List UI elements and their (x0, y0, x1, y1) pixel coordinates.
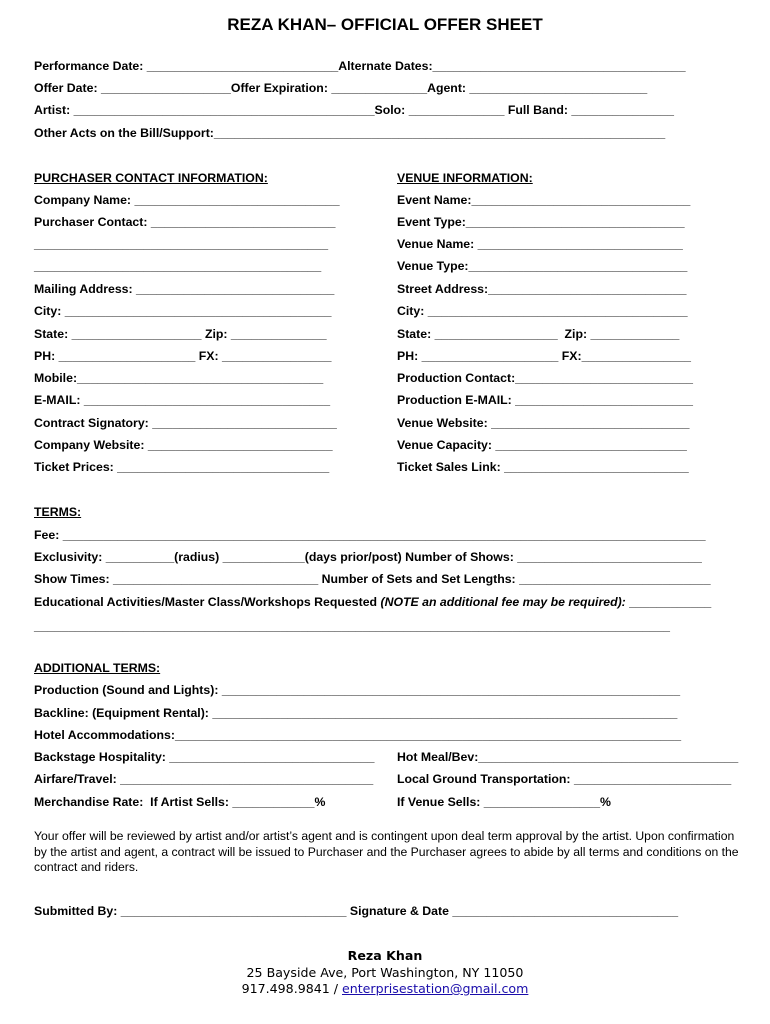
venue-phone-fax-field: PH: ____________________ FX:________________ (397, 349, 692, 363)
venue-capacity-field: Venue Capacity: ____________________________ (397, 438, 687, 452)
educational-label: Educational Activities/Master Class/Workshops Requested (34, 595, 381, 609)
merch-artist-field: Merchandise Rate: If Artist Sells: ____________% (34, 795, 326, 809)
mailing-address-field: Mailing Address: _____________________________ (34, 282, 335, 296)
footer-phone: 917.498.9841 / (241, 981, 342, 996)
review-paragraph: Your offer will be reviewed by artist and/or artist’s agent and is contingent upon deal term approval by the artist. Upon confirmation by the artist and agent, a contract will be issued to Purchaser and the Purchaser agrees to abide by all terms and conditions on the contract and riders. (34, 829, 739, 874)
fee-note: (NOTE an additional fee may be required): (380, 595, 626, 609)
event-type-field: Event Type:________________________________ (397, 215, 685, 229)
performance-dates-line: Performance Date: ____________________________Alternate Dates:_____________________________________ (34, 59, 686, 73)
company-name-field: Company Name: ______________________________ (34, 193, 340, 207)
street-address-field: Street Address:_____________________________ (397, 282, 687, 296)
footer-contact (0, 981, 770, 996)
educational-activities-line (34, 595, 711, 609)
exclusivity-line: Exclusivity: __________(radius) ____________(days prior/post) Number of Shows: ___________________________ (34, 550, 702, 564)
production-email-field: Production E-MAIL: __________________________ (397, 393, 693, 407)
contract-signatory-field: Contract Signatory: ___________________________ (34, 416, 337, 430)
purchaser-blank-line: ___________________________________________ (34, 237, 329, 251)
terms-heading: TERMS: (34, 505, 82, 519)
venue-type-field: Venue Type:________________________________ (397, 259, 688, 273)
artist-line: Artist: ____________________________________________Solo: ______________ Full Band: _______________ (34, 103, 674, 117)
production-line: Production (Sound and Lights): ___________________________________________________________________ (34, 683, 681, 697)
purchaser-city-field: City: _______________________________________ (34, 304, 332, 318)
purchaser-phone-fax-field: PH: ____________________ FX: ________________ (34, 349, 332, 363)
backline-line: Backline: (Equipment Rental): ____________________________________________________________________ (34, 706, 678, 720)
show-times-line: Show Times: ______________________________ Number of Sets and Set Lengths: ____________________________ (34, 572, 711, 586)
footer-name: Reza Khan (347, 948, 423, 963)
email-link[interactable]: enterprisestation@gmail.com (342, 981, 529, 996)
page-title: REZA KHAN– OFFICIAL OFFER SHEET (227, 15, 543, 34)
fee-line: Fee: ______________________________________________________________________________________________ (34, 528, 706, 542)
company-website-field: Company Website: ___________________________ (34, 438, 333, 452)
venue-website-field: Venue Website: _____________________________ (397, 416, 690, 430)
ticket-sales-link-field: Ticket Sales Link: ___________________________ (397, 460, 689, 474)
hot-meal-field: Hot Meal/Bev:______________________________________ (397, 750, 739, 764)
submitted-by-line: Submitted By: _________________________________ Signature & Date _________________________________ (34, 904, 679, 918)
offer-dates-line: Offer Date: ___________________Offer Expiration: ______________Agent: __________________________ (34, 81, 648, 95)
event-name-field: Event Name:________________________________ (397, 193, 691, 207)
purchaser-state-zip-field: State: ___________________ Zip: ______________ (34, 327, 327, 341)
merch-venue-field: If Venue Sells: _________________% (397, 795, 611, 809)
hotel-line: Hotel Accommodations:__________________________________________________________________________ (34, 728, 682, 742)
terms-blank-line: _____________________________________________________________________________________________ (34, 619, 671, 633)
email-field: E-MAIL: ____________________________________ (34, 393, 331, 407)
educational-blank: ____________ (625, 595, 712, 609)
ticket-prices-field: Ticket Prices: _______________________________ (34, 460, 330, 474)
production-contact-field: Production Contact:__________________________ (397, 371, 693, 385)
venue-state-zip-field: State: __________________ Zip: _____________ (397, 327, 680, 341)
purchaser-contact-field: Purchaser Contact: ___________________________ (34, 215, 336, 229)
other-acts-line: Other Acts on the Bill/Support:__________________________________________________________________ (34, 126, 666, 140)
backstage-hospitality-field: Backstage Hospitality: ______________________________ (34, 750, 375, 764)
venue-city-field: City: ______________________________________ (397, 304, 688, 318)
ground-transport-field: Local Ground Transportation: _______________________ (397, 772, 732, 786)
purchaser-blank-line: __________________________________________ (34, 259, 322, 273)
venue-heading: VENUE INFORMATION: (397, 171, 533, 185)
venue-name-field: Venue Name: ______________________________ (397, 237, 683, 251)
mobile-field: Mobile:____________________________________ (34, 371, 324, 385)
additional-terms-heading: ADDITIONAL TERMS: (34, 661, 161, 675)
airfare-field: Airfare/Travel: _____________________________________ (34, 772, 374, 786)
footer-address: 25 Bayside Ave, Port Washington, NY 11050 (246, 965, 524, 980)
purchaser-heading: PURCHASER CONTACT INFORMATION: (34, 171, 268, 185)
